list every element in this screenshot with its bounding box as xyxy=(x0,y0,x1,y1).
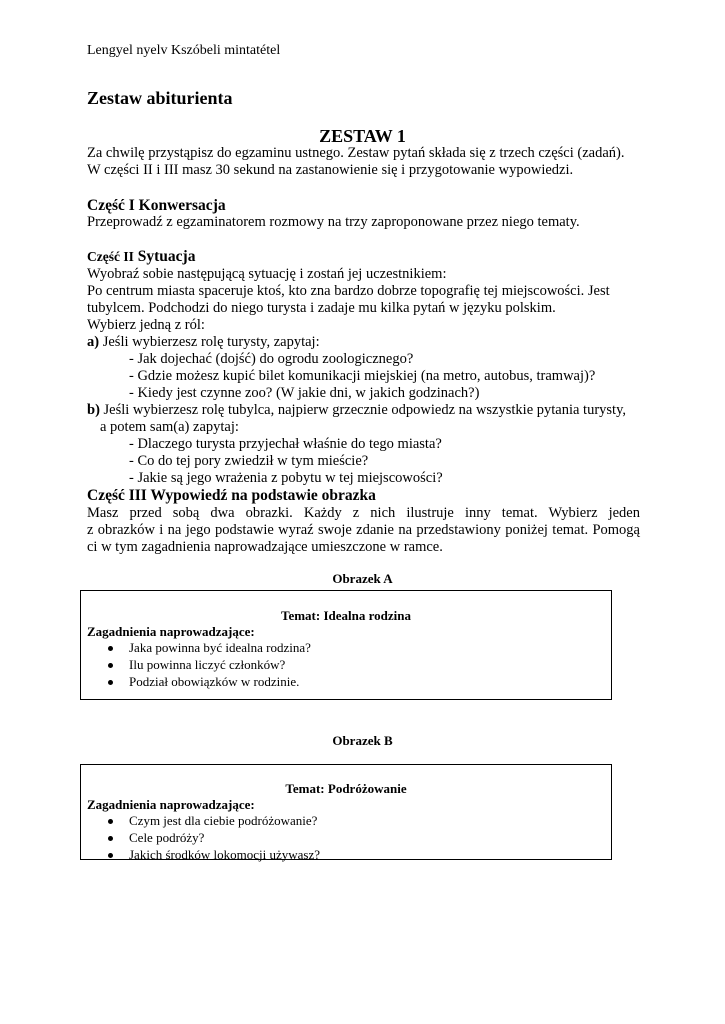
option-a-question-3: - Kiedy jest czynne zoo? (W jakie dni, w jakich godzinach?) xyxy=(129,385,480,401)
part2-line-2: Po centrum miasta spaceruje ktoś, kto zna bardzo dobrze topografię tej miejscowości. Jest xyxy=(87,283,610,299)
part2-line-4: Wybierz jedną z ról: xyxy=(87,317,205,333)
bullet-icon xyxy=(108,819,113,824)
part3-heading: Część III Wypowiedź na podstawie obrazka xyxy=(87,487,376,504)
intro-line-1: Za chwilę przystąpisz do egzaminu ustnego. Zestaw pytań składa się z trzech części (zadań). xyxy=(87,145,625,161)
option-b-question-3: - Jakie są jego wrażenia z pobytu w tej miejscowości? xyxy=(129,470,443,486)
option-a-text: Jeśli wybierzesz rolę turysty, zapytaj: xyxy=(99,334,320,350)
picture-b-item-3: Jakich środków lokomocji używasz? xyxy=(129,847,320,862)
part3-line-1: Masz przed sobą dwa obrazki. Każdy z nich ilustruje inny temat. Wybierz jeden xyxy=(87,505,640,521)
picture-a-guide-label: Zagadnienia naprowadzające: xyxy=(87,624,255,639)
picture-b-topic: Temat: Podróżowanie xyxy=(285,781,407,796)
picture-b-guide-label: Zagadnienia naprowadzające: xyxy=(87,797,255,812)
option-b-question-2: - Co do tej pory zwiedził w tym mieście? xyxy=(129,453,369,469)
option-b-label: b) xyxy=(87,402,100,418)
part3-line-3: ci w tym zagadnienia naprowadzające umieszczone w ramce. xyxy=(87,539,443,555)
bullet-icon xyxy=(108,646,113,651)
picture-b-label: Obrazek B xyxy=(332,733,393,748)
option-a-label: a) xyxy=(87,334,100,350)
document-title: Zestaw abiturienta xyxy=(87,88,233,108)
option-a-question-1: - Jak dojechać (dojść) do ogrodu zoologicznego? xyxy=(129,351,414,367)
option-b xyxy=(87,402,626,419)
part2-line-3: tubylcem. Podchodzi do niego turysta i zadaje mu kilka pytań w języku polskim. xyxy=(87,300,556,316)
intro-line-2: W części II i III masz 30 sekund na zastanowienie się i przygotowanie wypowiedzi. xyxy=(87,162,574,178)
picture-a-item-3: Podział obowiązków w rodzinie. xyxy=(129,674,300,689)
picture-a-item-2: Ilu powinna liczyć członków? xyxy=(129,657,286,672)
option-a xyxy=(87,334,320,351)
option-a-question-2: - Gdzie możesz kupić bilet komunikacji miejskiej (na metro, autobus, tramwaj)? xyxy=(129,368,596,384)
picture-b-box xyxy=(80,764,612,860)
bullet-icon xyxy=(108,680,113,685)
part2-heading xyxy=(87,248,195,266)
picture-b-item-1: Czym jest dla ciebie podróżowanie? xyxy=(129,813,318,828)
running-header: Lengyel nyelv Kszóbeli mintatétel xyxy=(87,43,281,58)
picture-a-label: Obrazek A xyxy=(332,571,393,586)
part2-heading-prefix: Część II xyxy=(87,249,134,264)
set-title: ZESTAW 1 xyxy=(319,126,406,146)
option-b-question-1: - Dlaczego turysta przyjechał właśnie do tego miasta? xyxy=(129,436,442,452)
part1-heading: Część I Konwersacja xyxy=(87,197,226,214)
part3-line-2: z obrazków i na jego podstawie wyraź swoje zdanie na przedstawiony poniżej temat. Pomogą xyxy=(87,522,640,538)
picture-a-box xyxy=(80,590,612,700)
picture-a-item-1: Jaka powinna być idealna rodzina? xyxy=(129,640,311,655)
part1-text: Przeprowadź z egzaminatorem rozmowy na trzy zaproponowane przez niego tematy. xyxy=(87,214,580,230)
bullet-icon xyxy=(108,663,113,668)
picture-a-topic: Temat: Idealna rodzina xyxy=(280,608,411,623)
part2-line-1: Wyobraź sobie następującą sytuację i zostań jej uczestnikiem: xyxy=(87,266,447,282)
option-b-text: Jeśli wybierzesz rolę tubylca, najpierw grzecznie odpowiedz na wszystkie pytania turysty, xyxy=(99,402,627,418)
picture-b-item-2: Cele podróży? xyxy=(129,830,205,845)
part2-heading-rest: Sytuacja xyxy=(133,248,196,265)
bullet-icon xyxy=(108,836,113,841)
option-b-text-cont: a potem sam(a) zapytaj: xyxy=(100,419,239,435)
bullet-icon xyxy=(108,853,113,858)
